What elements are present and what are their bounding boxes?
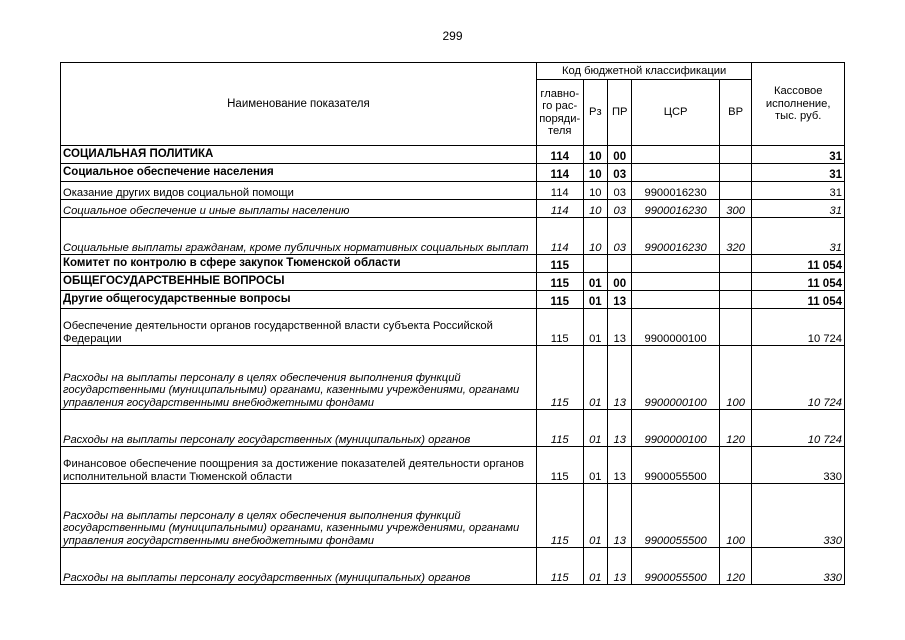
table-row [61,218,845,255]
row-amount: 31 [752,200,845,218]
table-row [61,410,845,447]
row-admin: 114 [536,182,583,200]
table-row [61,164,845,182]
table-body [61,146,845,585]
row-pr: 13 [608,309,632,346]
row-pr: 13 [608,447,632,484]
row-name: Расходы на выплаты персоналу государственных (муниципальных) органов [61,410,537,447]
row-amount: 10 724 [752,346,845,410]
row-rz: 10 [583,182,607,200]
row-name: Комитет по контролю в сфере закупок Тюменской области [61,255,537,273]
row-name: Расходы на выплаты персоналу в целях обеспечения выполнения функций государственными (муниципальными) органами, казенными учреждениями, органами управления государственными внебюджетными фондами [61,346,537,410]
header-code-group: Код бюджетной классификации [536,63,752,80]
row-amount: 31 [752,182,845,200]
row-rz: 10 [583,218,607,255]
row-admin: 115 [536,309,583,346]
row-csr: 9900055500 [632,548,719,585]
header-vr: ВР [719,80,752,146]
row-name: Социальное обеспечение и иные выплаты населению [61,200,537,218]
row-name: Оказание других видов социальной помощи [61,182,537,200]
row-csr [632,291,719,309]
row-name: СОЦИАЛЬНАЯ ПОЛИТИКА [61,146,537,164]
row-amount: 31 [752,218,845,255]
row-csr: 9900000100 [632,309,719,346]
row-vr: 320 [719,218,752,255]
row-vr: 120 [719,548,752,585]
row-amount: 31 [752,146,845,164]
row-vr [719,255,752,273]
row-vr: 120 [719,410,752,447]
row-admin: 115 [536,273,583,291]
row-csr: 9900016230 [632,200,719,218]
row-admin: 114 [536,146,583,164]
table-row [61,346,845,410]
row-pr: 03 [608,200,632,218]
row-pr: 00 [608,273,632,291]
row-vr: 300 [719,200,752,218]
header-pr: ПР [608,80,632,146]
row-rz: 01 [583,548,607,585]
row-amount: 330 [752,484,845,548]
row-amount: 330 [752,548,845,585]
table-row [61,200,845,218]
row-amount: 11 054 [752,273,845,291]
row-rz: 01 [583,447,607,484]
row-csr: 9900016230 [632,182,719,200]
row-rz: 01 [583,484,607,548]
row-admin: 115 [536,410,583,447]
row-admin: 114 [536,218,583,255]
row-rz: 01 [583,309,607,346]
header-rz: Рз [583,80,607,146]
row-name: Социальное обеспечение населения [61,164,537,182]
row-vr [719,146,752,164]
row-csr [632,273,719,291]
row-rz [583,255,607,273]
row-admin: 115 [536,291,583,309]
row-name: Расходы на выплаты персоналу в целях обеспечения выполнения функций государственными (муниципальными) органами, казенными учреждениями, органами управления государственными внебюджетными фондами [61,484,537,548]
row-name: Финансовое обеспечение поощрения за достижение показателей деятельности органов исполнительной власти Тюменской области [61,447,537,484]
row-rz: 10 [583,164,607,182]
row-amount: 11 054 [752,255,845,273]
row-amount: 330 [752,447,845,484]
row-amount: 10 724 [752,410,845,447]
row-vr [719,164,752,182]
row-rz: 10 [583,146,607,164]
row-amount: 31 [752,164,845,182]
row-csr: 9900055500 [632,484,719,548]
table-row [61,291,845,309]
row-vr [719,309,752,346]
table-row [61,447,845,484]
row-csr: 9900000100 [632,346,719,410]
row-rz: 01 [583,410,607,447]
budget-table [60,62,845,585]
row-csr: 9900055500 [632,447,719,484]
row-rz: 01 [583,273,607,291]
row-vr [719,182,752,200]
header-amount: Кассовое исполнение, тыс. руб. [752,63,845,146]
row-admin: 115 [536,484,583,548]
row-vr: 100 [719,346,752,410]
row-csr [632,255,719,273]
row-pr: 00 [608,146,632,164]
row-rz: 01 [583,346,607,410]
row-admin: 114 [536,164,583,182]
row-pr: 13 [608,410,632,447]
row-rz: 10 [583,200,607,218]
row-vr: 100 [719,484,752,548]
row-vr [719,291,752,309]
row-name: Расходы на выплаты персоналу государственных (муниципальных) органов [61,548,537,585]
row-csr: 9900000100 [632,410,719,447]
row-pr: 03 [608,182,632,200]
row-csr [632,146,719,164]
row-name: Другие общегосударственные вопросы [61,291,537,309]
row-pr: 13 [608,484,632,548]
table-row [61,273,845,291]
row-admin: 115 [536,346,583,410]
row-admin: 114 [536,200,583,218]
row-csr: 9900016230 [632,218,719,255]
row-admin: 115 [536,447,583,484]
row-amount: 10 724 [752,309,845,346]
row-name: Социальные выплаты гражданам, кроме публичных нормативных социальных выплат [61,218,537,255]
row-vr [719,447,752,484]
table-row [61,548,845,585]
table-row [61,484,845,548]
row-pr: 03 [608,164,632,182]
table-row [61,255,845,273]
table-row [61,146,845,164]
table-row [61,309,845,346]
row-pr: 13 [608,346,632,410]
row-amount: 11 054 [752,291,845,309]
row-pr: 03 [608,218,632,255]
header-csr: ЦСР [632,80,719,146]
row-pr: 13 [608,291,632,309]
row-pr [608,255,632,273]
header-admin: главно-го рас-поряди-теля [536,80,583,146]
row-name: ОБЩЕГОСУДАРСТВЕННЫЕ ВОПРОСЫ [61,273,537,291]
row-rz: 01 [583,291,607,309]
page-number: 299 [442,29,463,43]
row-csr [632,164,719,182]
row-vr [719,273,752,291]
row-admin: 115 [536,255,583,273]
table-row [61,182,845,200]
row-name: Обеспечение деятельности органов государственной власти субъекта Российской Федерации [61,309,537,346]
row-pr: 13 [608,548,632,585]
row-admin: 115 [536,548,583,585]
header-name: Наименование показателя [61,63,537,146]
